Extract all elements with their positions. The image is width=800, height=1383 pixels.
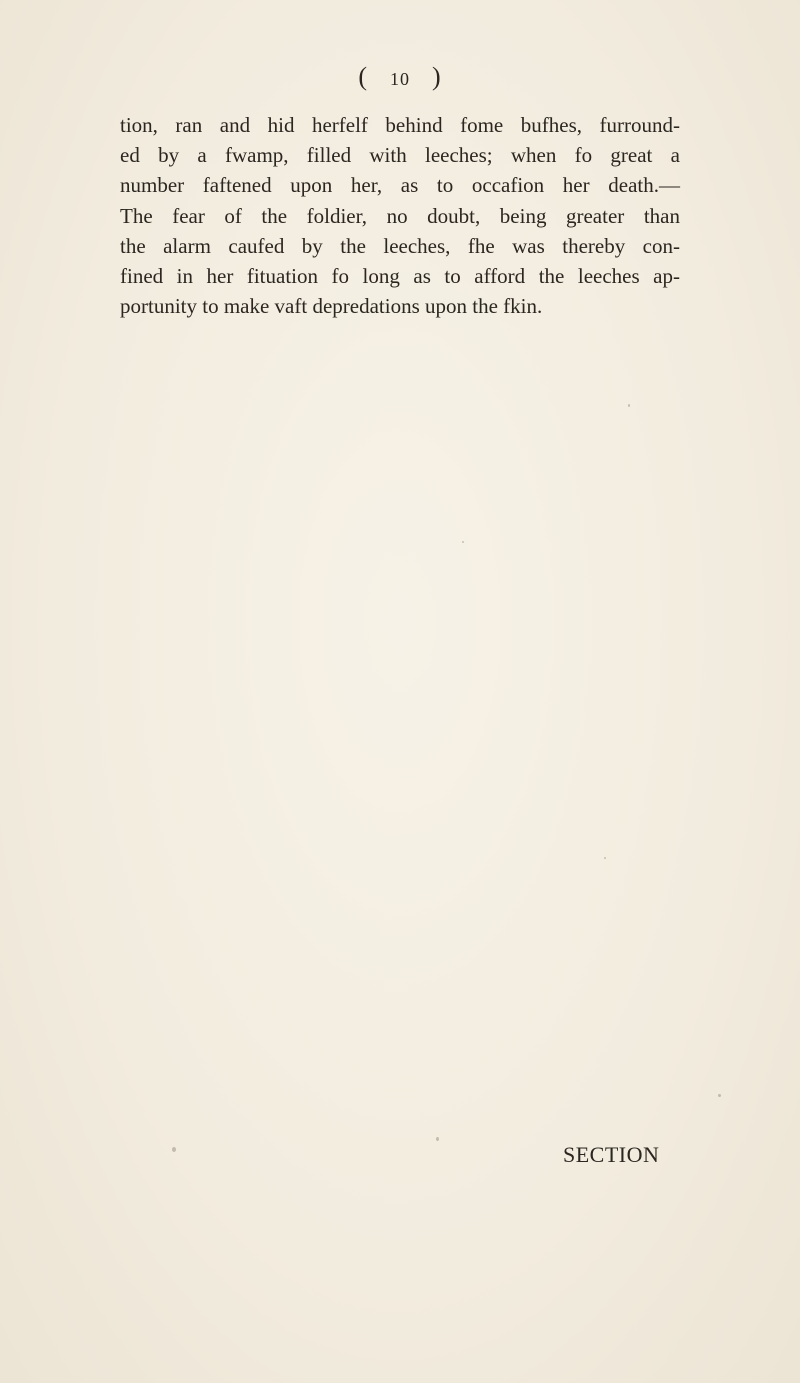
paper-speck (718, 1094, 721, 1097)
paper-speck (172, 1147, 176, 1152)
text-line: number faftened upon her, as to occafion her death.— (120, 173, 680, 198)
text-line: the alarm caufed by the leeches, fhe was thereby con- (120, 233, 680, 258)
text-line: tion, ran and hid herfelf behind fome bufhes, furround- (120, 113, 680, 137)
text-line: ed by a fwamp, filled with leeches; when fo great a (120, 143, 680, 168)
text-line: portunity to make vaft depredations upon the fkin. (120, 294, 543, 319)
paper-speck (604, 857, 606, 859)
text-line: fined in her fituation fo long as to afford the leeches ap- (120, 264, 680, 289)
paper-speck (436, 1137, 439, 1141)
text-line: The fear of the foldier, no doubt, being greater than (120, 203, 680, 228)
page-number-close-paren: ) (432, 62, 442, 91)
page-number-open-paren: ( (358, 62, 368, 91)
catchword: SECTION (563, 1142, 660, 1167)
page-number: 10 (390, 69, 410, 89)
paper-speck (462, 541, 464, 543)
paper-speck (628, 404, 630, 407)
page-number-header (0, 62, 800, 92)
body-paragraph (120, 110, 680, 321)
